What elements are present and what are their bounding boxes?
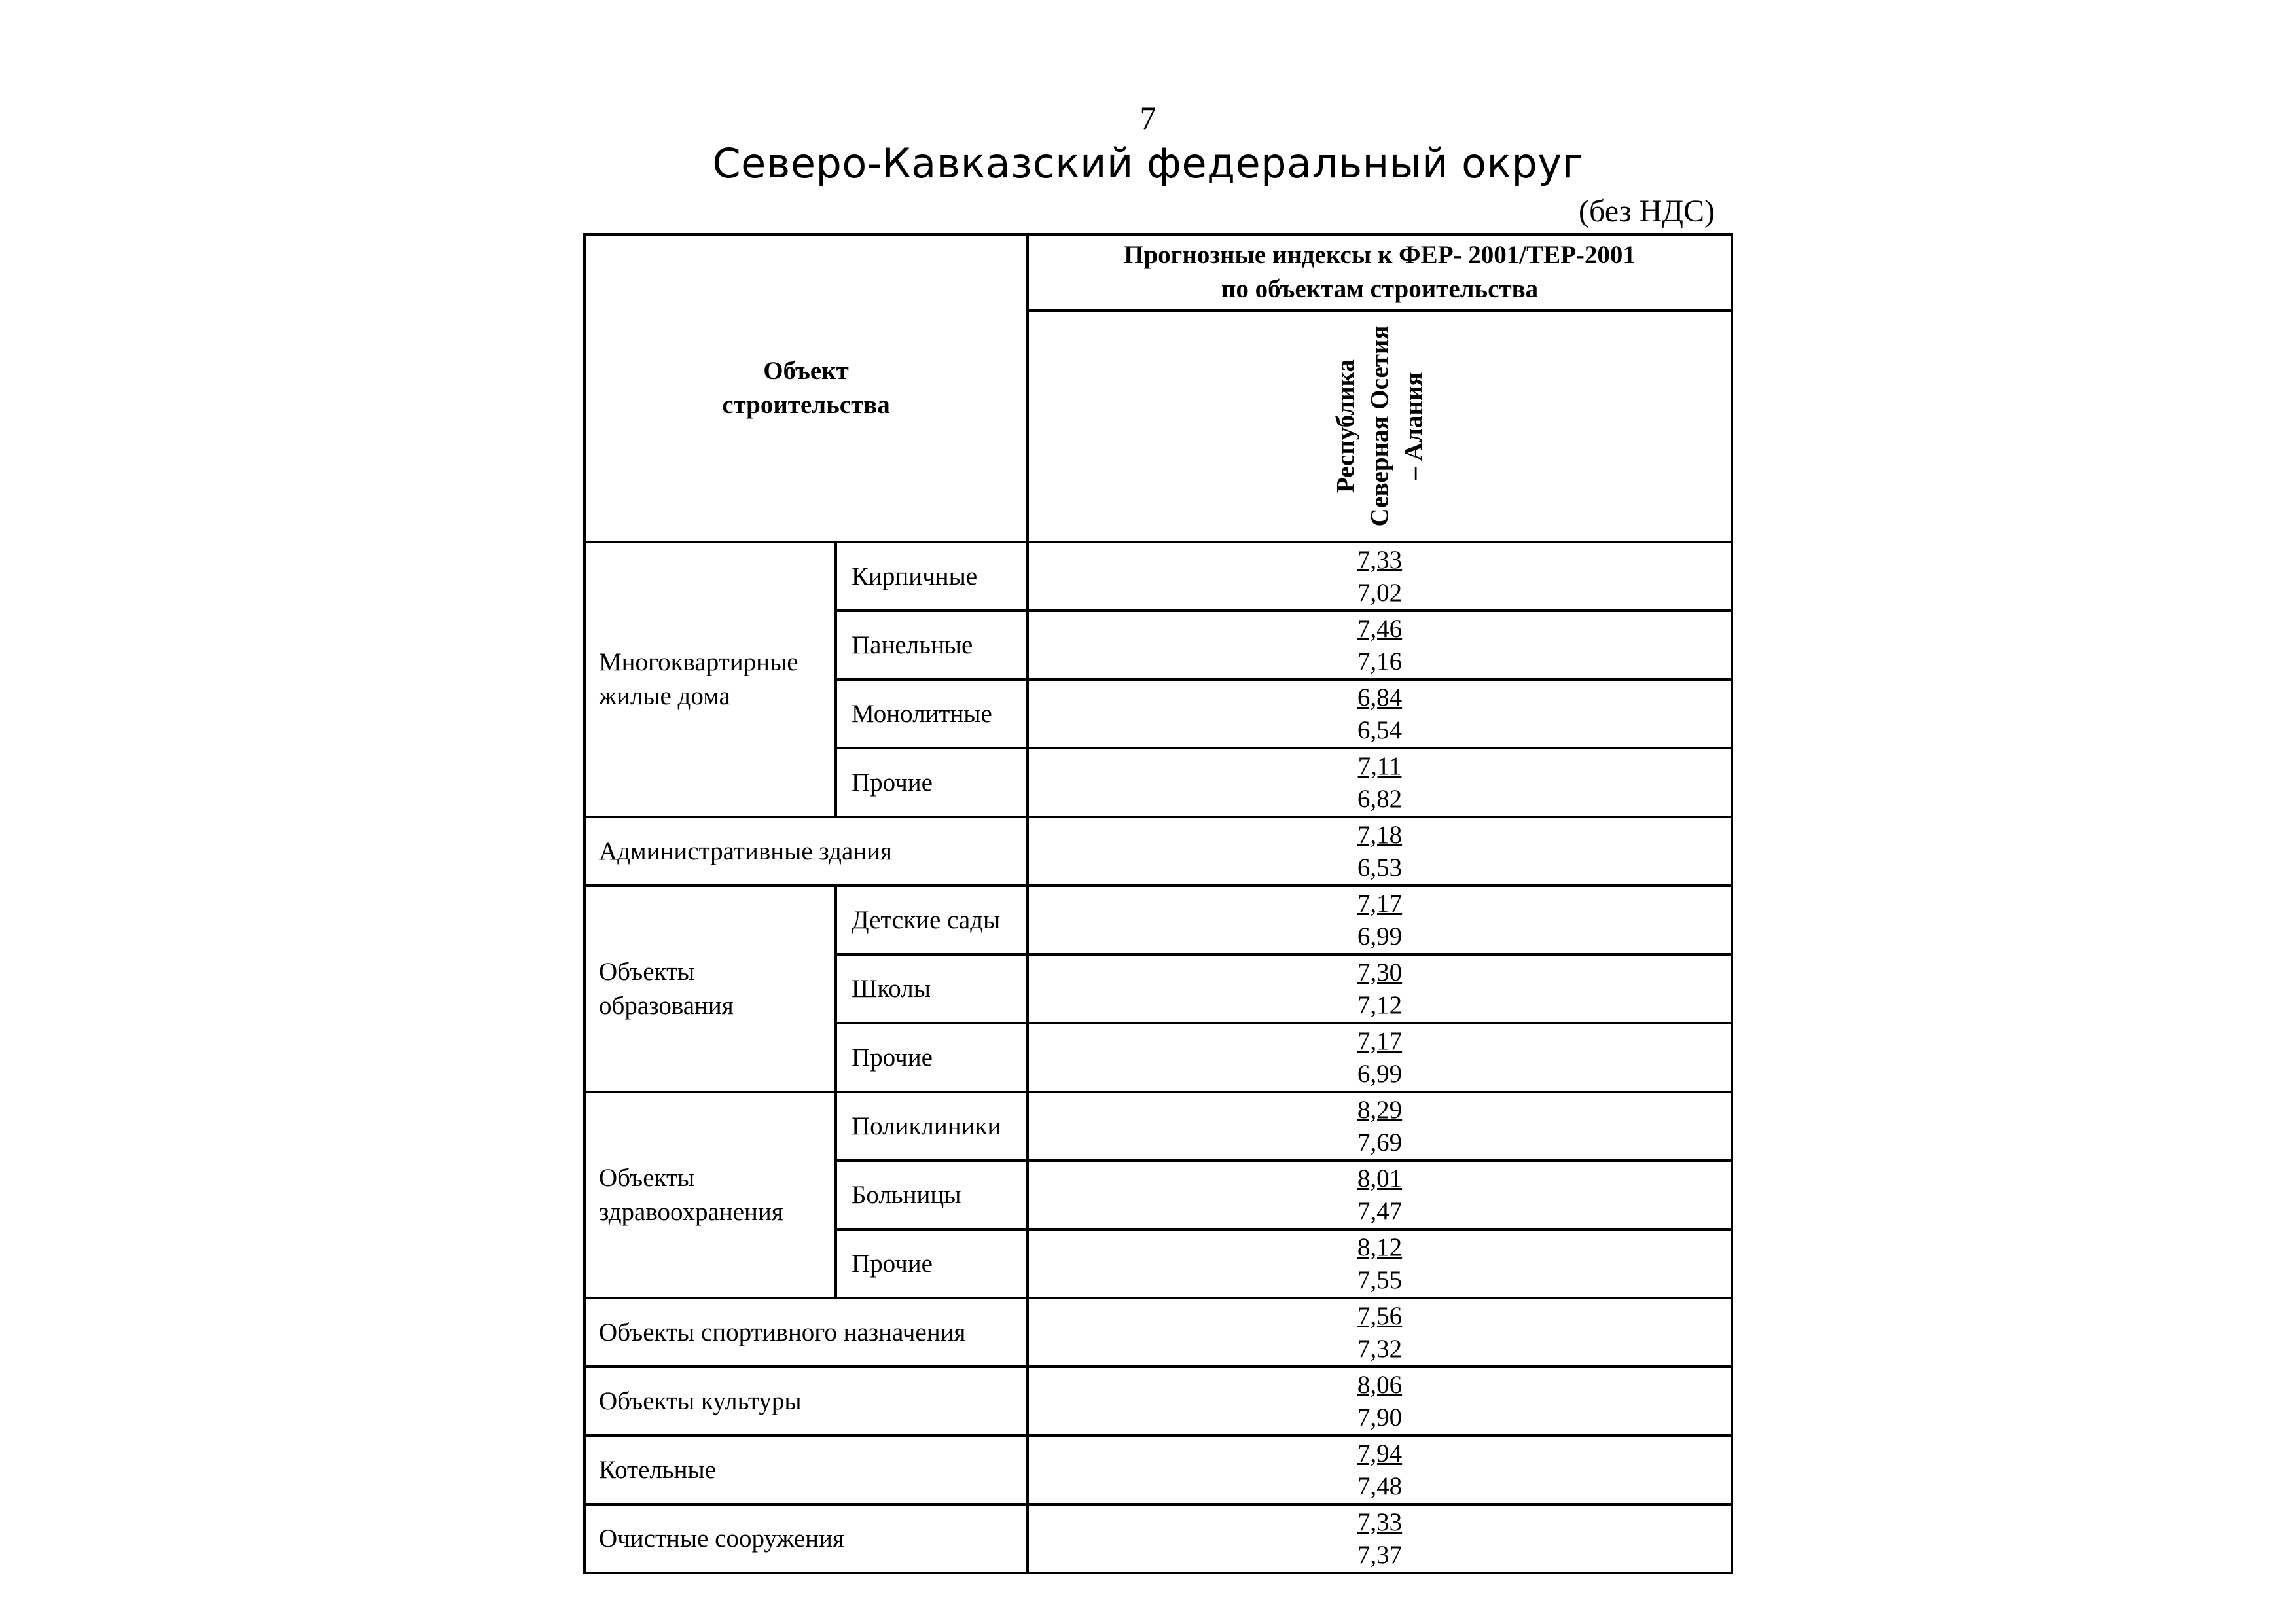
row-name: Прочие bbox=[836, 1229, 1028, 1298]
value-top: 8,29 bbox=[1357, 1095, 1403, 1124]
value-bottom: 7,32 bbox=[1357, 1334, 1403, 1363]
group-label-line: Объекты bbox=[599, 1163, 695, 1192]
row-name: Монолитные bbox=[836, 679, 1028, 748]
value-cell bbox=[1028, 1435, 1732, 1504]
region-header-rotated bbox=[1329, 326, 1431, 527]
row-name: Панельные bbox=[836, 611, 1028, 679]
value-cell bbox=[1028, 1504, 1732, 1573]
group-label-line: образования bbox=[599, 991, 734, 1020]
group-label-line: жилые дома bbox=[599, 682, 730, 710]
region-column-header bbox=[1028, 310, 1732, 542]
table-row bbox=[584, 886, 1732, 954]
value-bottom: 7,02 bbox=[1357, 578, 1403, 607]
region-header-text bbox=[1331, 326, 1427, 527]
value-top: 7,30 bbox=[1357, 958, 1403, 986]
row-name: Поликлиники bbox=[836, 1092, 1028, 1161]
value-top: 7,94 bbox=[1357, 1439, 1403, 1468]
price-index-table bbox=[583, 233, 1733, 1574]
table-row bbox=[584, 542, 1732, 611]
row-name: Детские сады bbox=[836, 886, 1028, 954]
group-label-apartments bbox=[584, 542, 836, 817]
index-column-header bbox=[1028, 234, 1732, 310]
table-row bbox=[584, 1435, 1732, 1504]
table-row bbox=[584, 1298, 1732, 1367]
page-title: Северо-Кавказский федеральный округ bbox=[712, 139, 1584, 187]
page-number: 7 bbox=[1139, 99, 1157, 136]
value-bottom: 7,69 bbox=[1357, 1128, 1403, 1157]
value-bottom: 7,55 bbox=[1357, 1265, 1403, 1294]
vat-note: (без НДС) bbox=[1578, 194, 1715, 228]
region-header-line: Северная Осетия bbox=[1365, 325, 1394, 527]
row-name: Прочие bbox=[836, 1023, 1028, 1092]
value-bottom: 7,16 bbox=[1357, 647, 1403, 676]
value-cell bbox=[1028, 748, 1732, 817]
index-header-line: по объектам строительства bbox=[1221, 275, 1539, 303]
row-name: Объекты спортивного назначения bbox=[584, 1298, 1028, 1367]
value-top: 7,17 bbox=[1357, 889, 1403, 918]
value-top: 7,46 bbox=[1357, 614, 1403, 643]
group-label-education bbox=[584, 886, 836, 1092]
value-cell bbox=[1028, 817, 1732, 886]
value-cell bbox=[1028, 1092, 1732, 1161]
value-bottom: 7,90 bbox=[1357, 1403, 1403, 1432]
value-top: 6,84 bbox=[1357, 683, 1403, 712]
value-top: 7,33 bbox=[1357, 1507, 1403, 1536]
value-bottom: 7,48 bbox=[1357, 1471, 1403, 1500]
value-top: 7,56 bbox=[1357, 1301, 1403, 1330]
row-name: Административные здания bbox=[584, 817, 1028, 886]
value-top: 8,01 bbox=[1357, 1164, 1403, 1193]
object-column-header bbox=[584, 234, 1028, 542]
value-top: 7,11 bbox=[1357, 751, 1402, 780]
object-header-line: строительства bbox=[722, 391, 890, 419]
value-bottom: 6,99 bbox=[1357, 922, 1403, 950]
group-label-line: Объекты bbox=[599, 957, 695, 986]
index-header-line: Прогнозные индексы к ФЕР- 2001/ТЕР-2001 bbox=[1124, 241, 1636, 269]
value-bottom: 6,99 bbox=[1357, 1059, 1403, 1088]
value-top: 7,33 bbox=[1357, 545, 1403, 574]
value-cell bbox=[1028, 1367, 1732, 1435]
value-cell bbox=[1028, 954, 1732, 1023]
value-top: 8,06 bbox=[1357, 1370, 1403, 1399]
header-row bbox=[584, 234, 1732, 310]
value-cell bbox=[1028, 1023, 1732, 1092]
value-bottom: 6,82 bbox=[1357, 784, 1403, 813]
region-header-line: – Алания bbox=[1399, 372, 1428, 480]
table-row bbox=[584, 1092, 1732, 1161]
row-name: Кирпичные bbox=[836, 542, 1028, 611]
object-header-line: Объект bbox=[763, 357, 849, 385]
value-cell bbox=[1028, 611, 1732, 679]
table-row bbox=[584, 817, 1732, 886]
value-bottom: 7,12 bbox=[1357, 990, 1403, 1019]
row-name: Объекты культуры bbox=[584, 1367, 1028, 1435]
value-cell bbox=[1028, 886, 1732, 954]
value-bottom: 7,37 bbox=[1357, 1540, 1403, 1569]
value-bottom: 7,47 bbox=[1357, 1197, 1403, 1225]
value-top: 7,17 bbox=[1357, 1026, 1403, 1055]
row-name: Очистные сооружения bbox=[584, 1504, 1028, 1573]
row-name: Больницы bbox=[836, 1161, 1028, 1229]
table-row bbox=[584, 1367, 1732, 1435]
group-label-line: здравоохранения bbox=[599, 1197, 783, 1226]
table-row bbox=[584, 1504, 1732, 1573]
value-bottom: 6,54 bbox=[1357, 715, 1403, 744]
value-cell bbox=[1028, 1229, 1732, 1298]
value-cell bbox=[1028, 1298, 1732, 1367]
value-cell bbox=[1028, 542, 1732, 611]
row-name: Прочие bbox=[836, 748, 1028, 817]
value-bottom: 6,53 bbox=[1357, 853, 1403, 882]
value-cell bbox=[1028, 1161, 1732, 1229]
group-label-health bbox=[584, 1092, 836, 1298]
value-cell bbox=[1028, 679, 1732, 748]
group-label-line: Многоквартирные bbox=[599, 648, 798, 676]
row-name: Котельные bbox=[584, 1435, 1028, 1504]
row-name: Школы bbox=[836, 954, 1028, 1023]
region-header-line: Республика bbox=[1331, 359, 1360, 494]
value-top: 8,12 bbox=[1357, 1233, 1403, 1261]
value-top: 7,18 bbox=[1357, 820, 1403, 849]
